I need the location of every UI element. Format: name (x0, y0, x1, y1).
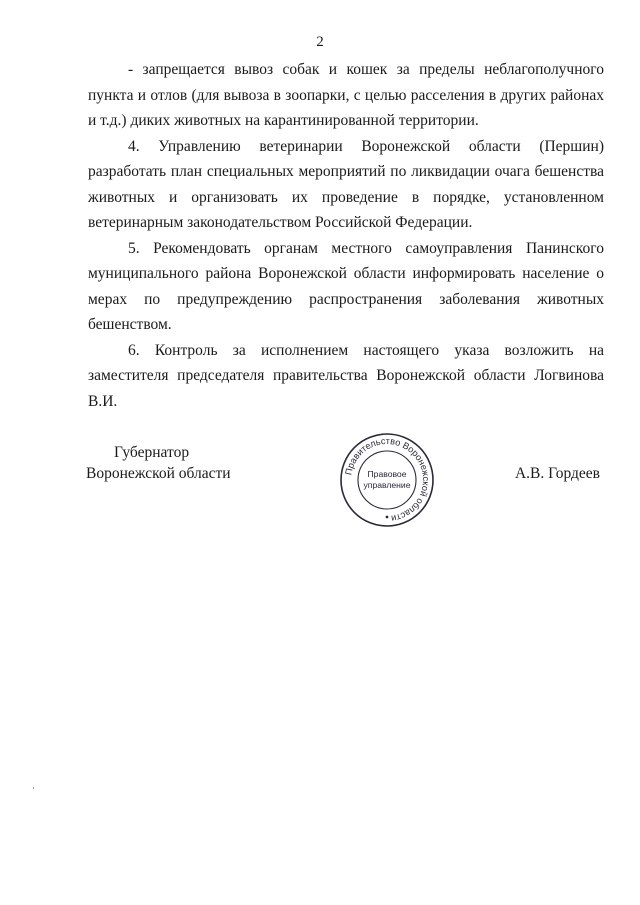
seal-inner-line1: Правовое (367, 469, 407, 479)
paragraph-item-5: 5. Рекомендовать органам местного самоуправления Панинского муниципального района Воронежской области информировать население о мерах по предупреждению распространения заболевания животных бешенством. (88, 239, 604, 333)
paragraph-quarantine-restrictions: - запрещается вывоз собак и кошек за пределы неблагополучного пункта и отлов (для вывоза в зоопарки, с целью расселения в других районах и т.д.) диких животных на карантинированной территории. (88, 61, 604, 129)
document-body (88, 57, 604, 414)
seal-dot-icon (386, 516, 389, 519)
paragraph-item-4: 4. Управлению ветеринарии Воронежской области (Першин) разработать план специальных мероприятий по ликвидации очага бешенства животных и организовать их проведение в порядке, установленном ветеринарным законодательством Российской Федерации. (88, 137, 604, 231)
paragraph-item-6: 6. Контроль за исполнением настоящего указа возложить на заместителя председателя правительства Воронежской области Логвинова В.И. (88, 341, 604, 410)
signatory-name: А.В. Гордеев (514, 465, 600, 482)
official-seal (337, 430, 437, 530)
page-number: 2 (316, 34, 324, 50)
signatory-region: Воронежской области (86, 465, 231, 482)
signatory-position (86, 442, 231, 484)
signatory-title: Губернатор (114, 444, 190, 461)
seal-graphic (337, 430, 437, 530)
seal-outer-text: Правительство Воронежской области (343, 435, 432, 524)
scan-speck (33, 787, 34, 789)
seal-inner-line2: управление (363, 480, 411, 490)
